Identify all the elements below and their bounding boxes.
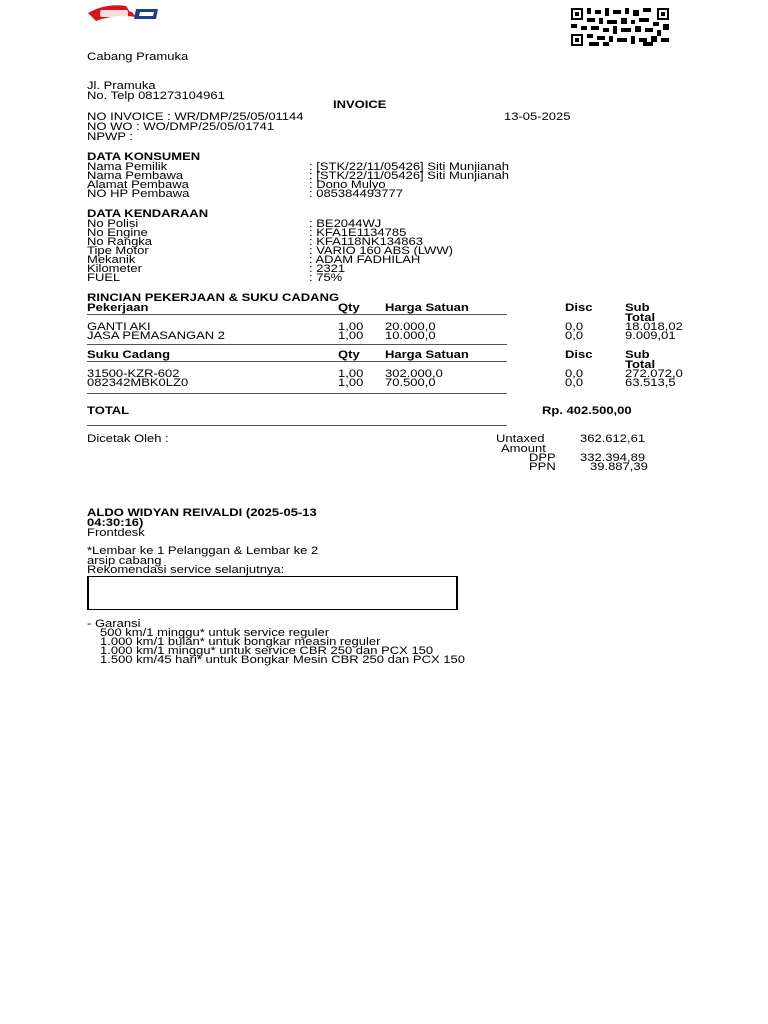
part-qty: 1,00 [338, 376, 364, 389]
vehicle-value: : BE2044WJ [309, 217, 382, 230]
total-value: Rp. 402.500,00 [542, 404, 632, 417]
dpp-value: 332.394,89 [580, 451, 646, 464]
divider [87, 425, 507, 426]
vehicle-heading: DATA KENDARAAN [87, 207, 209, 220]
jobs-header-disc: Disc [565, 301, 593, 314]
part-disc: 0,0 [565, 376, 584, 389]
list-item: 1.000 km/1 bulan* untuk bongkar measin reguler [100, 635, 381, 648]
job-qty: 1,00 [338, 329, 364, 342]
job-price: 20.000,0 [385, 320, 436, 333]
divider [87, 393, 507, 394]
part-subtotal: 63.513,5 [625, 377, 676, 389]
part-code: 082342MBK0LZ0 [87, 376, 189, 389]
list-item: 500 km/1 minggu* untuk service reguler [100, 626, 330, 639]
part-price: 70.500,0 [385, 376, 436, 389]
parts-header-sub: Sub [625, 348, 650, 361]
parts-header-price: Harga Satuan [385, 348, 469, 361]
divider [87, 314, 507, 315]
recommendation-label: Rekomendasi service selanjutnya: [87, 563, 285, 576]
consumer-value: : [STK/22/11/05426] Siti Munjianah [309, 169, 509, 182]
branch-phone: No. Telp 081273104961 [87, 89, 225, 102]
qr-code [571, 8, 669, 46]
consumer-label: NO HP Pembawa [87, 187, 190, 200]
honda-logo [86, 3, 160, 23]
ppn-value: 39.887,39 [590, 460, 648, 473]
signer-role: Frontdesk [87, 526, 145, 539]
branch-address: Jl. Pramuka [87, 79, 156, 92]
invoice-number: NO INVOICE : WR/DMP/25/05/01144 [87, 110, 304, 123]
job-name: GANTI AKI [87, 320, 151, 333]
signer-time: 04:30:16) [87, 516, 144, 529]
consumer-heading: DATA KONSUMEN [87, 150, 201, 163]
total-label: TOTAL [87, 404, 130, 417]
recommendation-box [87, 576, 458, 610]
jobs-header-sub: Sub [625, 301, 650, 314]
part-code: 31500-KZR-602 [87, 367, 180, 380]
job-disc: 0,0 [565, 320, 584, 333]
part-disc: 0,0 [565, 367, 584, 380]
job-qty: 1,00 [338, 320, 364, 333]
untaxed-label: Untaxed [496, 432, 545, 445]
part-subtotal: 272.072,0 [625, 368, 683, 380]
wo-number: NO WO : WO/DMP/25/05/01741 [87, 120, 275, 133]
consumer-label: Nama Pemilik [87, 160, 168, 173]
printed-by-label: Dicetak Oleh : [87, 432, 169, 445]
job-name: JASA PEMASANGAN 2 [87, 329, 225, 342]
vehicle-label: FUEL [87, 271, 121, 284]
jobs-header-name: Pekerjaan [87, 301, 149, 314]
warranty-title: - Garansi [87, 617, 141, 630]
vehicle-label: Kilometer [87, 262, 142, 275]
parts-header-qty: Qty [338, 348, 360, 361]
vehicle-value: : KFA118NK134863 [309, 235, 423, 248]
npwp: NPWP : [87, 130, 133, 143]
vehicle-label: No Polisi [87, 217, 139, 230]
job-subtotal: 9.009,01 [625, 330, 676, 342]
job-subtotal: 18.018,02 [625, 321, 683, 333]
list-item: 1.500 km/45 hari* untuk Bongkar Mesin CBR 250 dan PCX 150 [100, 653, 465, 666]
sheet-note-2: arsip cabang [87, 554, 162, 567]
parts-header-disc: Disc [565, 348, 593, 361]
part-price: 302.000,0 [385, 367, 443, 380]
consumer-value: : Dono Mulyo [309, 178, 386, 191]
jobs-header-qty: Qty [338, 301, 360, 314]
invoice-title: INVOICE [333, 98, 387, 111]
consumer-label: Alamat Pembawa [87, 178, 189, 191]
divider [87, 344, 507, 345]
consumer-label: Nama Pembawa [87, 169, 184, 182]
vehicle-value: : ADAM FADHILAH [309, 253, 421, 266]
untaxed-label-2: Amount [501, 442, 546, 455]
vehicle-label: No Rangka [87, 235, 153, 248]
vehicle-value: : VARIO 160 ABS (LWW) [309, 244, 453, 257]
vehicle-label: Tipe Motor [87, 244, 149, 257]
jobs-header-price: Harga Satuan [385, 301, 469, 314]
list-item: 1.000 km/1 minggu* untuk service CBR 250 dan PCX 150 [100, 644, 434, 657]
ppn-label: PPN [529, 460, 556, 473]
parts-header-total: Total [625, 358, 656, 371]
sheet-note: *Lembar ke 1 Pelanggan & Lembar ke 2 [87, 544, 319, 557]
invoice-date: 13-05-2025 [504, 110, 571, 123]
part-qty: 1,00 [338, 367, 364, 380]
consumer-value: : [STK/22/11/05426] Siti Munjianah [309, 160, 509, 173]
consumer-value: : 085384493777 [309, 187, 403, 200]
untaxed-value: 362.612,61 [580, 432, 646, 445]
dpp-label: DPP [529, 451, 556, 464]
job-disc: 0,0 [565, 329, 584, 342]
vehicle-label: No Engine [87, 226, 148, 239]
detail-heading: RINCIAN PEKERJAAN & SUKU CADANG [87, 291, 340, 304]
vehicle-label: Mekanik [87, 253, 136, 266]
jobs-header-total: Total [625, 311, 656, 324]
signer-name: ALDO WIDYAN REIVALDI (2025-05-13 [87, 506, 317, 519]
vehicle-value: : 75% [309, 271, 343, 284]
parts-header-name: Suku Cadang [87, 348, 171, 361]
divider [87, 361, 507, 362]
branch-name: Cabang Pramuka [87, 50, 189, 63]
vehicle-value: : KFA1E1134785 [309, 226, 407, 239]
vehicle-value: : 2321 [309, 262, 346, 275]
job-price: 10.000,0 [385, 329, 436, 342]
